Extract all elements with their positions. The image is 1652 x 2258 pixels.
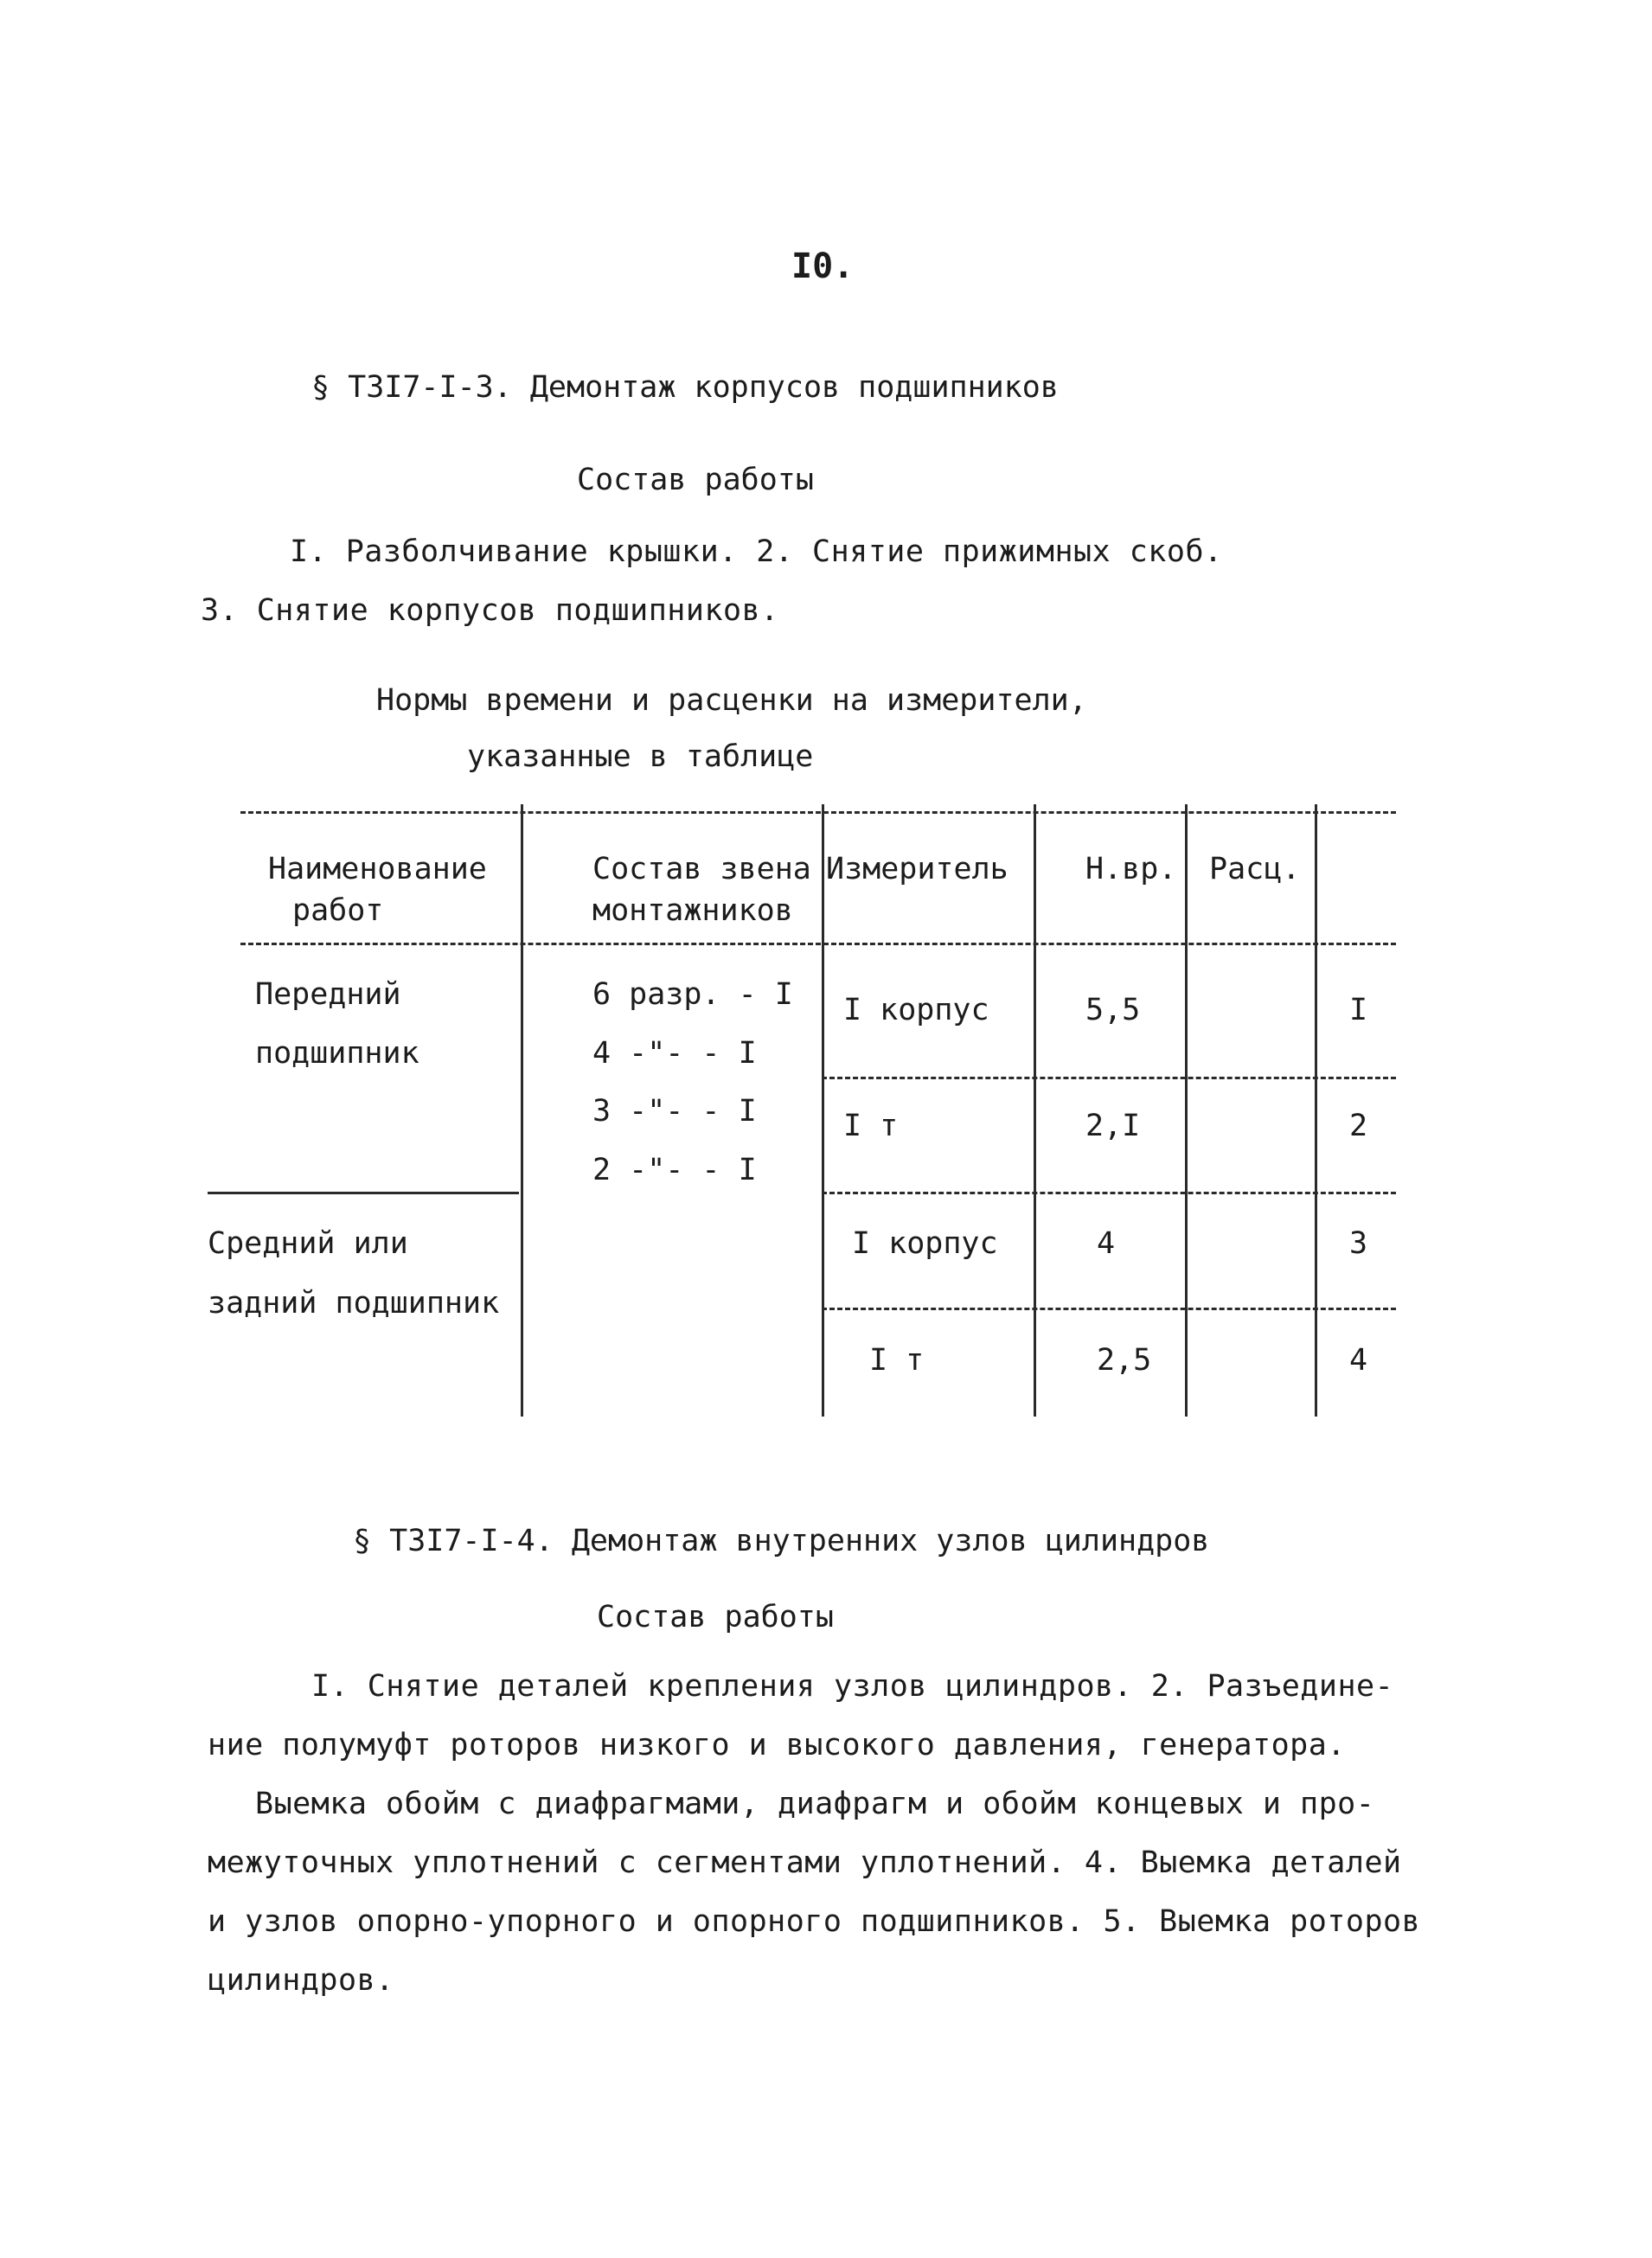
work-name: Средний или: [208, 1226, 408, 1261]
work-name: Передний: [255, 977, 401, 1012]
unit-cell: I корпус: [852, 1226, 998, 1261]
composition-line: Выемка обойм с диафрагмами, диафрагм и обойм концевых и про-: [255, 1787, 1375, 1821]
table-row-rule: [822, 1192, 1396, 1194]
header-work-name: Наименование: [268, 852, 487, 886]
composition-line: и узлов опорно-упорного и опорного подшипников. 5. Выемка роторов: [208, 1904, 1421, 1939]
section-title-2: § ТЗI7-I-4. Демонтаж внутренних узлов цилиндров: [353, 1524, 1210, 1558]
row-number: I: [1349, 993, 1368, 1027]
header-work-name: работ: [292, 893, 384, 928]
header-rate: Расц.: [1209, 852, 1301, 886]
row-number: 4: [1349, 1343, 1368, 1378]
norm-cell: 4: [1097, 1226, 1116, 1261]
section-title-1: § ТЗI7-I-3. Демонтаж корпусов подшипников: [311, 370, 1059, 405]
composition-line: I. Снятие деталей крепления узлов цилиндров. 2. Разъедине-: [311, 1669, 1394, 1704]
composition-line: 3. Снятие корпусов подшипников.: [201, 593, 779, 628]
composition-line: межуточных уплотнений с сегментами уплотнений. 4. Выемка деталей: [208, 1845, 1402, 1880]
norm-cell: 2,I: [1085, 1109, 1141, 1143]
row-number: 3: [1349, 1226, 1368, 1261]
composition-heading-2: Состав работы: [597, 1600, 834, 1634]
unit-cell: I корпус: [843, 993, 989, 1027]
table-row-rule: [822, 1308, 1396, 1310]
page-number: I0.: [791, 246, 855, 286]
composition-line: ние полумуфт роторов низкого и высокого давления, генератора.: [208, 1728, 1346, 1762]
table-row-rule: [822, 1077, 1396, 1079]
unit-cell: I т: [843, 1109, 899, 1143]
header-crew: Состав звена: [592, 852, 811, 886]
crew-entry: 2 -"- - I: [592, 1153, 757, 1187]
table-caption-line: Нормы времени и расценки на измерители,: [376, 683, 1087, 718]
crew-entry: 6 разр. - I: [592, 977, 793, 1012]
header-norm: Н.вр.: [1085, 852, 1177, 886]
work-name: подшипник: [255, 1036, 419, 1071]
table-col-rule: [1315, 804, 1317, 1417]
norm-cell: 5,5: [1085, 993, 1141, 1027]
table-col-rule: [521, 804, 523, 1417]
table-top-rule: [240, 811, 1396, 814]
work-name: задний подшипник: [208, 1286, 500, 1321]
table-col-rule: [1034, 804, 1036, 1417]
table-col-rule: [822, 804, 824, 1417]
composition-line: I. Разболчивание крышки. 2. Снятие прижимных скоб.: [290, 534, 1223, 569]
unit-cell: I т: [869, 1343, 925, 1378]
header-crew: монтажников: [592, 893, 793, 928]
table-group-rule: [208, 1192, 519, 1194]
table-col-rule: [1185, 804, 1188, 1417]
table-caption-line: указанные в таблице: [467, 739, 814, 774]
crew-entry: 4 -"- - I: [592, 1036, 757, 1071]
composition-heading-1: Состав работы: [577, 463, 814, 497]
norm-cell: 2,5: [1097, 1343, 1152, 1378]
header-unit: Измеритель: [826, 852, 1008, 886]
composition-line: цилиндров.: [208, 1963, 394, 1998]
table-header-rule: [240, 943, 1396, 945]
row-number: 2: [1349, 1109, 1368, 1143]
crew-entry: 3 -"- - I: [592, 1094, 757, 1129]
